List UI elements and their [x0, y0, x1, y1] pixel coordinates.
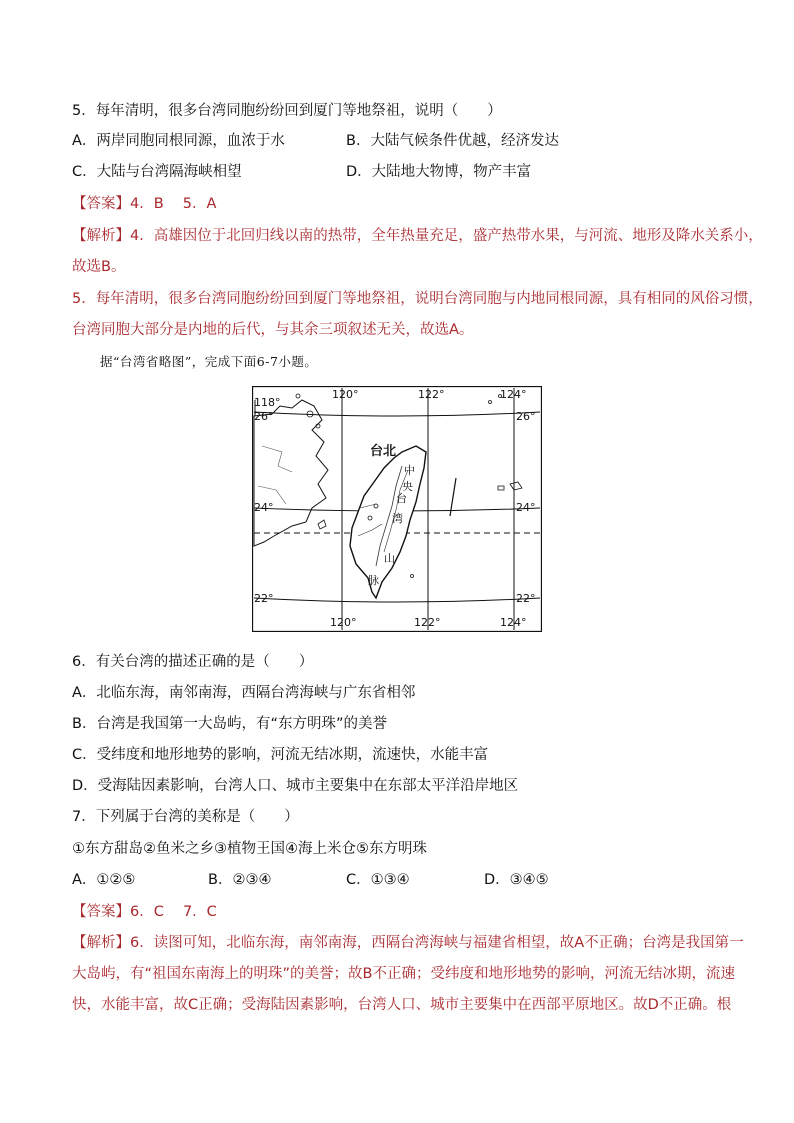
q6-stem: 6．有关台湾的描述正确的是（ ） — [72, 654, 314, 670]
tick-118-top: 118° — [254, 396, 281, 409]
lat-22-left: 22° — [254, 592, 274, 605]
range-label: 中 — [404, 464, 415, 477]
answer-label: 【答案】 — [72, 904, 130, 920]
q6-option-b: B．台湾是我国第一大岛屿，有“东方明珠”的美誉 — [72, 716, 387, 732]
analysis-label: 【解析】 — [72, 228, 130, 244]
lat-24-right: 24° — [516, 501, 536, 514]
analysis-line: 4．高雄因位于北回归线以南的热带，全年热量充足，盛产热带水果，与河流、地形及降水关系小， — [130, 228, 763, 244]
lat-24-left: 24° — [254, 501, 274, 514]
q5-option-c: C．大陆与台湾隔海峡相望 — [72, 164, 242, 180]
map-caption: 据“台湾省略图”，完成下面6-7小题。 — [100, 354, 318, 369]
taiwan-map — [252, 386, 542, 632]
range-label: 湾 — [392, 512, 403, 525]
tick-120-top: 120° — [332, 388, 359, 401]
range-label: 山 — [384, 552, 395, 565]
tick-122-top: 122° — [418, 388, 445, 401]
analysis-line: 5．每年清明，很多台湾同胞纷纷回到厦门等地祭祖，说明台湾同胞与内地同根同源，具有相同的风俗习惯， — [72, 291, 763, 307]
analysis-block-1 — [72, 226, 763, 246]
analysis-line: 6．读图可知，北临东海，南邻南海，西隔台湾海峡与福建省相望，故A不正确；台湾是我国第一 — [130, 935, 744, 951]
q7-option-a: A．①②⑤ — [72, 872, 136, 888]
answer-label: 【答案】 — [72, 196, 130, 212]
range-label: 台 — [396, 492, 407, 505]
range-label: 脉 — [368, 574, 379, 587]
analysis-block-2 — [72, 933, 744, 953]
q6-option-c: C．受纬度和地形地势的影响，河流无结冰期，流速快，水能丰富 — [72, 747, 489, 763]
tick-122-bottom: 122° — [414, 616, 441, 629]
answer-text: 4．B 5．A — [130, 196, 217, 212]
range-label: 央 — [402, 480, 413, 493]
q5-stem: 5．每年清明，很多台湾同胞纷纷回到厦门等地祭祖，说明（ ） — [72, 103, 502, 119]
q6-option-d: D．受海陆因素影响，台湾人口、城市主要集中在东部太平洋沿岸地区 — [72, 778, 519, 794]
q6-option-a: A．北临东海，南邻南海，西隔台湾海峡与广东省相邻 — [72, 685, 416, 701]
analysis-line: 台湾同胞大部分是内地的后代，与其余三项叙述无关，故选A。 — [72, 322, 474, 338]
q5-option-a: A．两岸同胞同根同源，血浓于水 — [72, 133, 285, 149]
lat-26-right: 26° — [516, 410, 536, 423]
analysis-line: 快，水能丰富，故C正确；受海陆因素影响，台湾人口、城市主要集中在西部平原地区。故D不正确。根 — [72, 997, 732, 1013]
lat-22-right: 22° — [516, 592, 536, 605]
q7-option-d: D．③④⑤ — [484, 872, 549, 888]
q7-option-b: B．②③④ — [208, 872, 272, 888]
taipei-label: 台北 — [370, 444, 397, 459]
tick-120-bottom: 120° — [330, 616, 357, 629]
q5-option-b: B．大陆气候条件优越，经济发达 — [346, 133, 559, 149]
answer-block-2 — [72, 902, 217, 922]
lat-26-left: 26° — [254, 410, 274, 423]
answer-block-1 — [72, 194, 216, 214]
answer-text: 6．C 7．C — [130, 904, 217, 920]
analysis-line: 故选B。 — [72, 259, 126, 275]
tick-124-bottom: 124° — [500, 616, 527, 629]
q5-option-d: D．大陆地大物博，物产丰富 — [346, 164, 532, 180]
taiwan-map-figure — [252, 386, 542, 632]
tick-124-top: 124° — [500, 388, 527, 401]
q7-option-c: C．①③④ — [346, 872, 410, 888]
q7-items: ①东方甜岛②鱼米之乡③植物王国④海上米仓⑤东方明珠 — [72, 841, 427, 857]
analysis-line: 大岛屿，有“祖国东南海上的明珠”的美誉；故B不正确；受纬度和地形地势的影响，河流无结冰期，流速 — [72, 966, 735, 982]
analysis-label: 【解析】 — [72, 935, 130, 951]
q7-stem: 7．下列属于台湾的美称是（ ） — [72, 809, 299, 825]
